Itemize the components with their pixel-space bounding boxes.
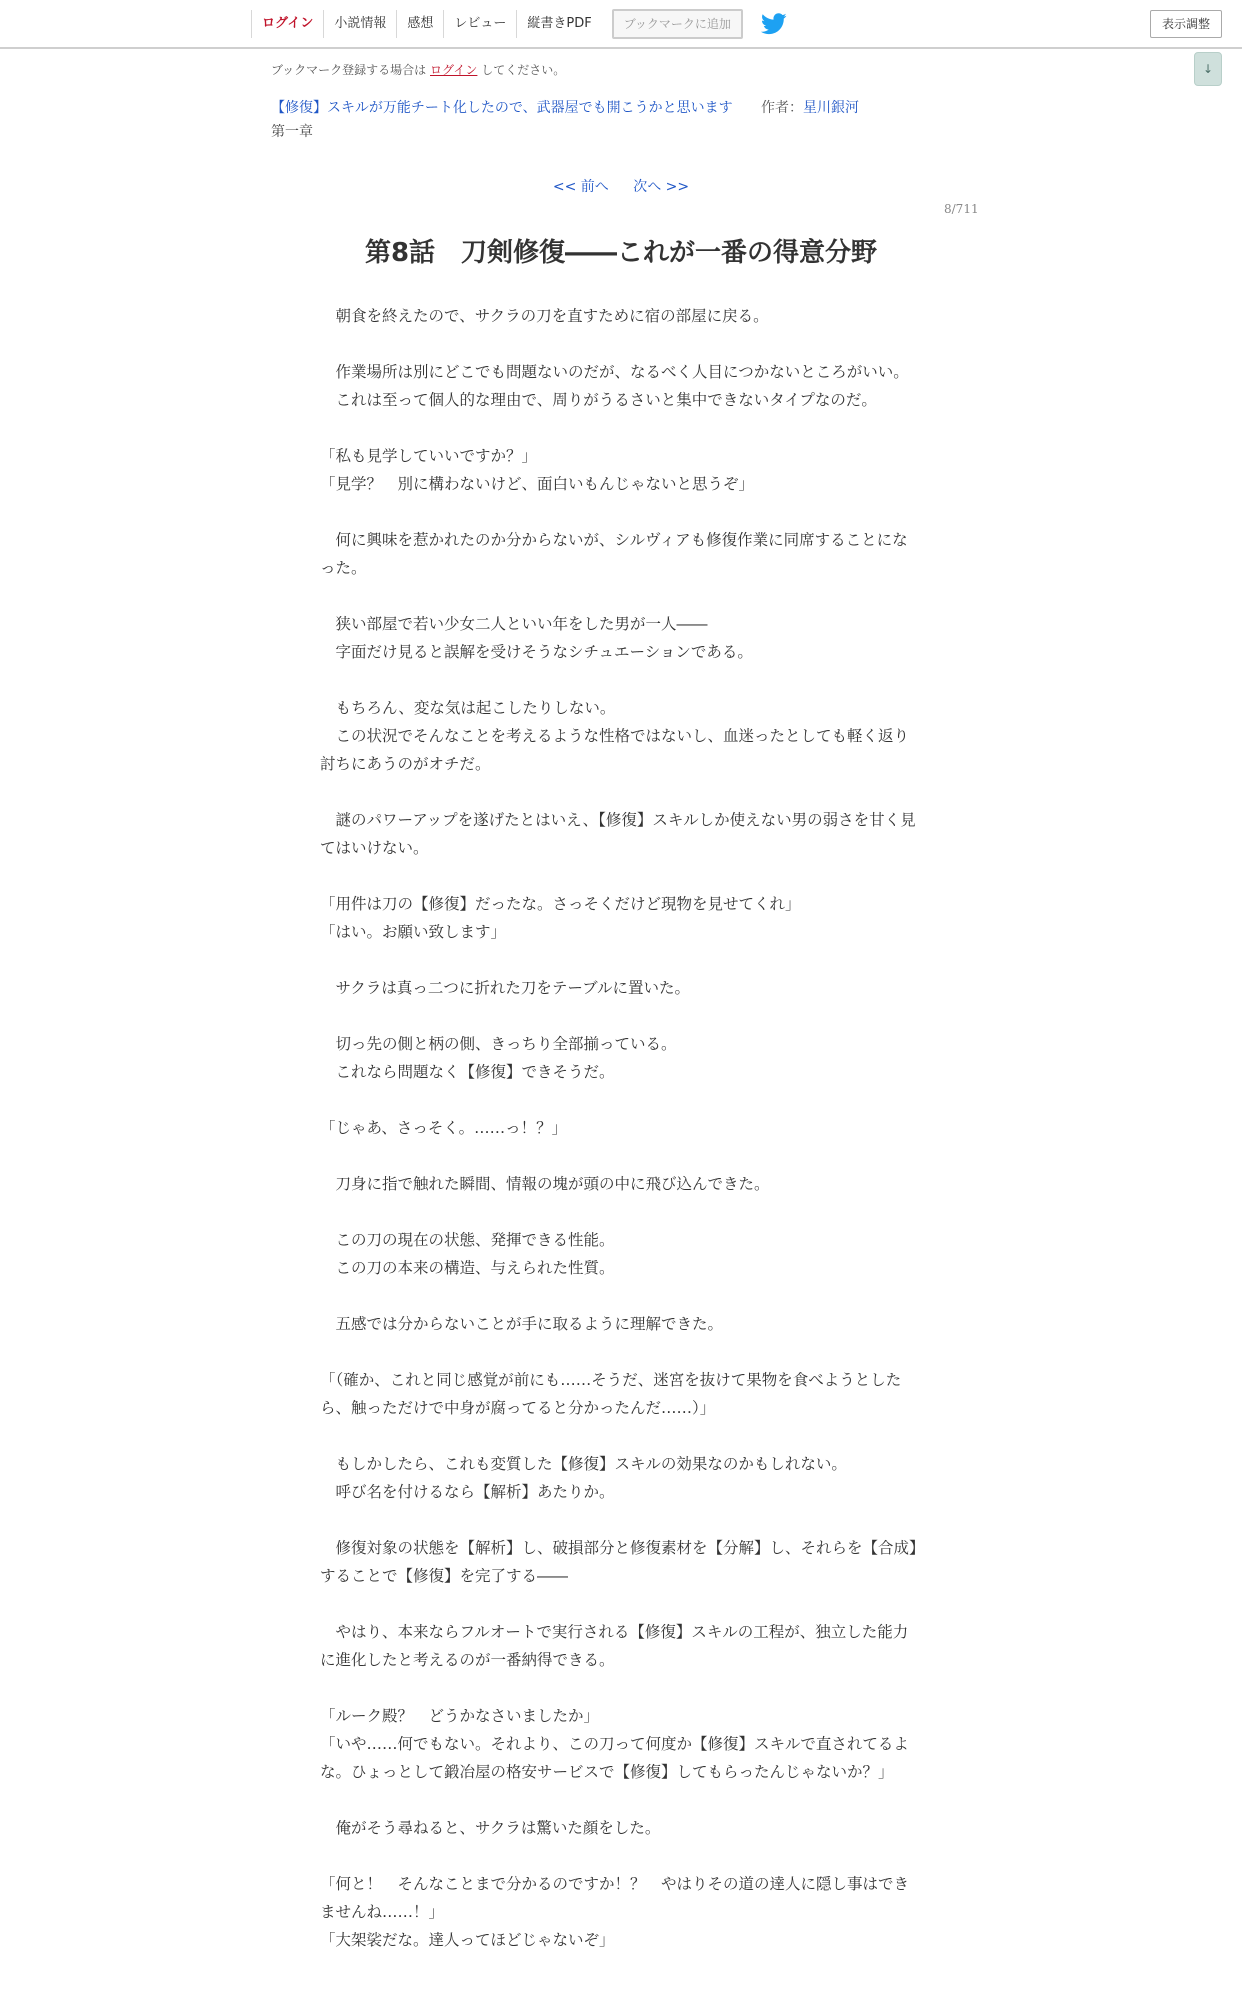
body-paragraph: 何に興味を惹かれたのか分からないが、シルヴィアも修復作業に同席することになった。 [320, 531, 908, 577]
nav-login[interactable]: ログイン [251, 10, 323, 38]
bookmark-notice-prefix: ブックマーク登録する場合は [271, 63, 427, 77]
body-paragraph: 「何と！ そんなことまで分かるのですか！？ やはりその道の達人に隠し事はできませんね……！」 「大架裟だな。達人ってほどじゃないぞ」 [320, 1875, 910, 1949]
episode-body [320, 302, 922, 1982]
next-page-link[interactable]: 次へ >> [633, 179, 690, 195]
body-paragraph: サクラは真っ二つに折れた刀をテーブルに置いた。 [320, 979, 690, 997]
body-paragraph: 作業場所は別にどこでも問題ないのだが、なるべく人目につかないところがいい。 これは至って個人的な理由で、周りがうるさいと集中できないタイプなのだ。 [335, 363, 909, 409]
body-paragraph: 「じゃあ、さっそく。……っ！？」 [320, 1119, 568, 1137]
body-paragraph: 狭い部屋で若い少女二人といい年をした男が一人―― 字面だけ見ると誤解を受けそうなシチュエーションである。 [335, 615, 753, 661]
bookmark-login-link[interactable]: ログイン [430, 63, 478, 77]
chapter-title: 第一章 [271, 124, 313, 140]
body-paragraph: 謎のパワーアップを遂げたとはいえ、【修復】スキルしか使えない男の弱さを甘く見てはいけない。 [320, 811, 916, 857]
body-paragraph: もちろん、変な気は起こしたりしない。 この状況でそんなことを考えるような性格ではないし、血迷ったとしても軽く返り討ちにあうのがオチだ。 [320, 699, 910, 773]
body-paragraph: 「ルーク殿？ どうかなさいましたか」 「いや……何でもない。それより、この刀って何度か【修復】スキルで直されてるよな。ひょっとして鍛冶屋の格安サービスで【修復】してもらったんじゃないか？」 [320, 1707, 909, 1781]
body-paragraph: もしかしたら、これも変質した【修復】スキルの効果なのかもしれない。 呼び名を付けるなら【解析】あたりか。 [335, 1455, 847, 1501]
body-paragraph: この刀の現在の状態、発揮できる性能。 この刀の本来の構造、与えられた性質。 [335, 1231, 615, 1277]
body-paragraph: 「私も見学していいですか？」 「見学？ 別に構わないけど、面白いもんじゃないと思うぞ」 [320, 447, 755, 493]
nav-vertical-pdf[interactable]: 縦書きPDF [516, 10, 601, 38]
body-paragraph: 「（確か、これと同じ感覚が前にも……そうだ、迷宮を抜けて果物を食べようとしたら、触っただけで中身が腐ってると分かったんだ……）」 [320, 1371, 902, 1417]
author-label: 作者： [761, 100, 804, 116]
bookmark-notice-suffix: してください。 [481, 63, 566, 77]
body-paragraph: 「用件は刀の【修復】だったな。さっそくだけど現物を見せてくれ」 「はい。お願い致します」 [320, 895, 801, 941]
body-paragraph: 朝食を終えたので、サクラの刀を直すために宿の部屋に戻る。 [320, 307, 769, 325]
twitter-bird-icon[interactable] [761, 13, 787, 35]
pager [0, 176, 1242, 196]
body-paragraph: 五感では分からないことが手に取るように理解できた。 [320, 1315, 724, 1333]
page-count: 8/711 [944, 202, 979, 216]
top-nav [251, 10, 787, 38]
body-paragraph: やはり、本来ならフルオートで実行される【修復】スキルの工程が、独立した能力に進化したと考えるのが一番納得できる。 [320, 1623, 909, 1669]
series-info [271, 97, 859, 117]
author-link[interactable]: 星川銀河 [803, 100, 860, 116]
body-paragraph: 俺がそう尋ねると、サクラは驚いた顔をした。 [320, 1819, 661, 1837]
nav-impressions[interactable]: 感想 [396, 10, 443, 38]
body-paragraph: 修復対象の状態を【解析】し、破損部分と修復素材を【分解】し、それらを【合成】することで【修復】を完了する―― [320, 1539, 917, 1585]
add-bookmark-button[interactable]: ブックマークに追加 [612, 9, 743, 39]
scroll-down-button[interactable]: ↓ [1194, 52, 1222, 86]
body-paragraph: 刀身に指で触れた瞬間、情報の塊が頭の中に飛び込んできた。 [320, 1175, 770, 1193]
prev-page-link[interactable]: << 前へ [552, 179, 609, 195]
top-header [0, 0, 1242, 49]
series-title-link[interactable]: 【修復】スキルが万能チート化したので、武器屋でも開こうかと思います [271, 100, 733, 116]
body-paragraph: 切っ先の側と柄の側、きっちり全部揃っている。 これなら問題なく【修復】できそうだ。 [335, 1035, 677, 1081]
nav-review[interactable]: レビュー [443, 10, 516, 38]
bookmark-notice [271, 61, 565, 78]
display-settings-button[interactable]: 表示調整 [1150, 10, 1222, 38]
nav-novel-info[interactable]: 小説情報 [323, 10, 396, 38]
episode-title: 第8話 刀剣修復――これが一番の得意分野 [364, 238, 878, 268]
